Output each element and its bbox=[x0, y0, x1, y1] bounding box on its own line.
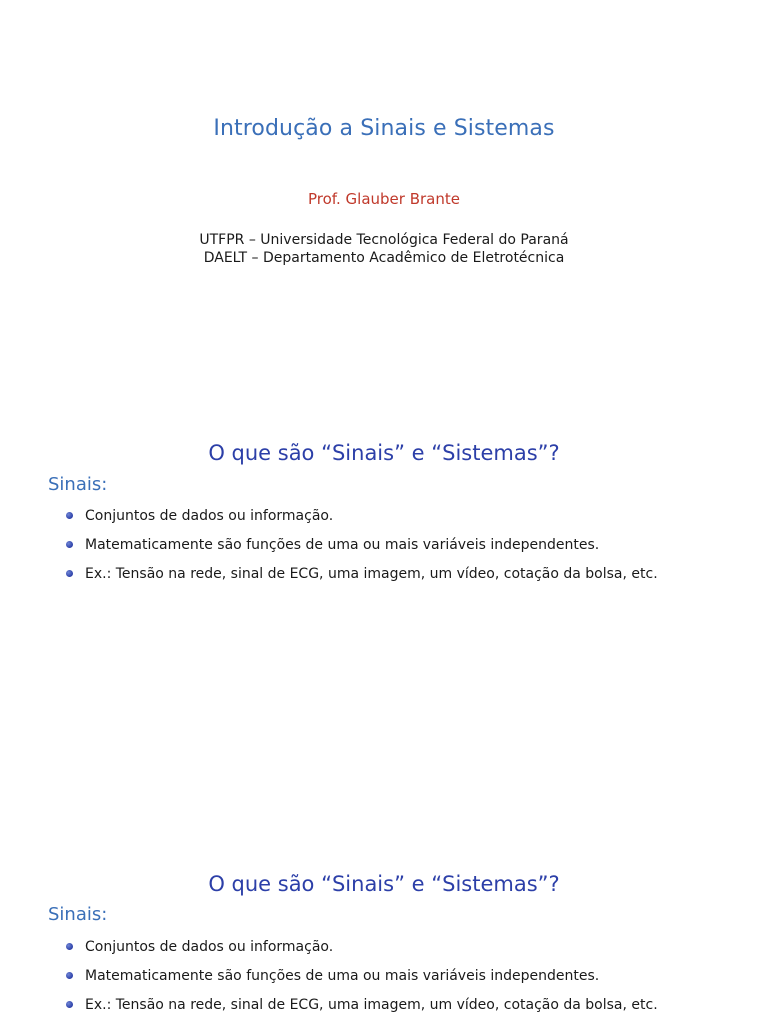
bullet-icon bbox=[66, 1001, 73, 1008]
institute-block bbox=[0, 231, 768, 267]
list-item-text: Conjuntos de dados ou informação. bbox=[85, 508, 334, 524]
bullet-icon bbox=[66, 512, 73, 519]
presentation-title: Introdução a Sinais e Sistemas bbox=[213, 116, 555, 141]
block-title-sinais: Sinais: bbox=[48, 474, 108, 495]
list-item-text: Conjuntos de dados ou informação. bbox=[85, 939, 334, 955]
list-item bbox=[66, 967, 658, 996]
institute-line-daelt: DAELT – Departamento Acadêmico de Eletrotécnica bbox=[203, 250, 565, 266]
author-name: Prof. Glauber Brante bbox=[308, 190, 460, 208]
content-slide-1 bbox=[0, 400, 768, 830]
institute-line-utfpr: UTFPR – Universidade Tecnológica Federal do Paraná bbox=[199, 232, 569, 248]
list-item-text: Ex.: Tensão na rede, sinal de ECG, uma imagem, um vídeo, cotação da bolsa, etc. bbox=[85, 997, 658, 1013]
bullet-icon bbox=[66, 943, 73, 950]
list-item bbox=[66, 565, 658, 594]
list-item-text: Matematicamente são funções de uma ou mais variáveis independentes. bbox=[85, 968, 600, 984]
list-item bbox=[66, 536, 658, 565]
bullet-icon bbox=[66, 570, 73, 577]
list-item-text: Matematicamente são funções de uma ou mais variáveis independentes. bbox=[85, 537, 600, 553]
bullet-icon bbox=[66, 972, 73, 979]
list-item bbox=[66, 938, 658, 967]
frame-title: O que são “Sinais” e “Sistemas”? bbox=[208, 441, 560, 465]
frame-title: O que são “Sinais” e “Sistemas”? bbox=[208, 872, 560, 896]
title-slide bbox=[0, 0, 768, 400]
list-item bbox=[66, 996, 658, 1025]
list-item bbox=[66, 507, 658, 536]
bullet-list bbox=[66, 507, 658, 594]
content-slide-2 bbox=[0, 830, 768, 1024]
list-item-text: Ex.: Tensão na rede, sinal de ECG, uma imagem, um vídeo, cotação da bolsa, etc. bbox=[85, 566, 658, 582]
bullet-icon bbox=[66, 541, 73, 548]
bullet-list bbox=[66, 938, 658, 1025]
block-title-sinais: Sinais: bbox=[48, 904, 108, 925]
